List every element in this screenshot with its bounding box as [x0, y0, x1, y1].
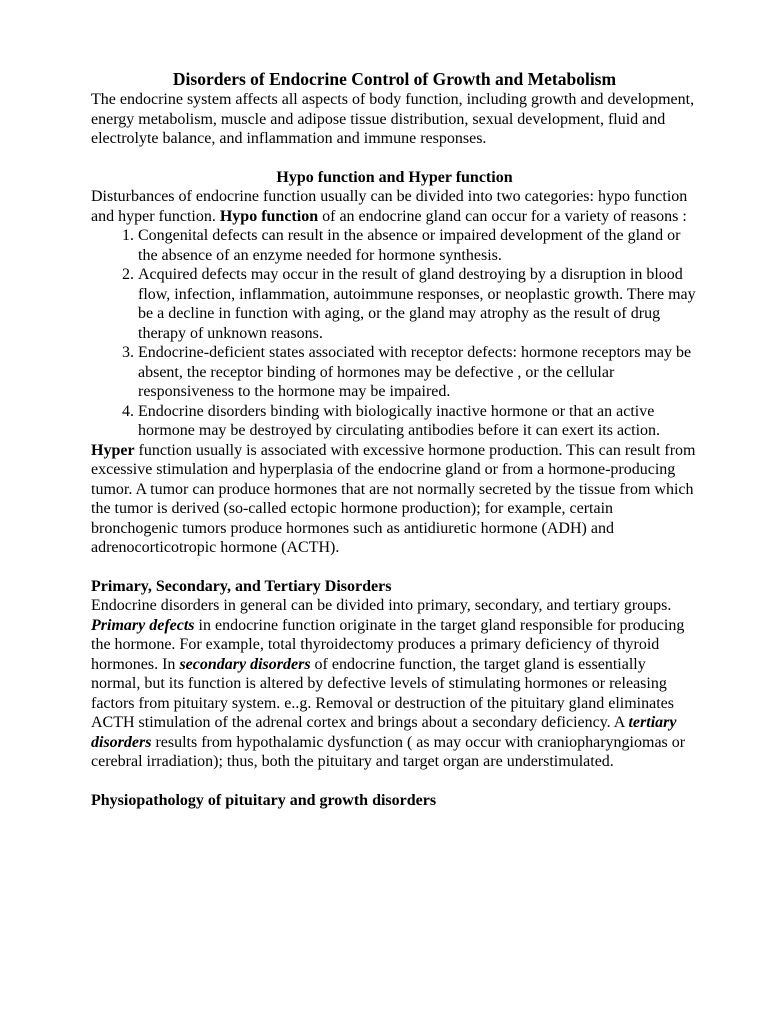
section-heading-disorders: Primary, Secondary, and Tertiary Disorders — [91, 577, 392, 595]
disorders-text: results from hypothalamic dysfunction ( as may occur with craniopharyngiomas or cerebral irradiation); thus, both the pituitary and target organ are understimulated. — [91, 733, 686, 770]
list-item: 3. Endocrine-deficient states associated with receptor defects: hormone receptors may be absent, the receptor binding of hormones may be defective , or the cellular responsiveness to the hormone may be impaired. — [138, 343, 698, 402]
tertiary-disorders-term: tertiary disorders — [91, 714, 677, 751]
secondary-disorders-term: secondary disorders — [179, 655, 311, 673]
hypo-intro-paragraph — [91, 187, 698, 226]
hyper-paragraph — [91, 441, 698, 558]
hypo-reasons-list — [91, 226, 698, 441]
document-title: Disorders of Endocrine Control of Growth and Metabolism — [172, 69, 617, 89]
section-heading-hypo-hyper: Hypo function and Hyper function — [276, 168, 513, 186]
primary-defects-term: Primary defects — [91, 616, 195, 634]
disorders-text: in endocrine function originate in the target gland responsible for producing the hormone. For example, total thyroidectomy produces a primary deficiency of thyroid hormones. In — [91, 616, 685, 673]
list-item: 1. Congenital defects can result in the absence or impaired development of the gland or the absence of an enzyme needed for hormone synthesis. — [138, 226, 698, 265]
intro-paragraph: The endocrine system affects all aspects of body function, including growth and development, energy metabolism, muscle and adipose tissue distribution, sexual development, fluid and electrolyte balance, and inflammation and immune responses. — [91, 91, 695, 147]
disorders-text: of endocrine function, the target gland is essentially normal, but its function is altered by defective levels of stimulating hormones or releasing factors from pituitary system. e..g. Removal or destruction of the pituitary gland eliminates ACTH stimulation of the adrenal cortex and brings about a secondary deficiency. A — [91, 655, 674, 731]
hypo-intro-text-end: of an endocrine gland can occur for a variety of reasons : — [318, 207, 687, 225]
hypo-intro-text: Disturbances of endocrine function usually can be divided into two categories: hypo function and hyper function. — [91, 188, 688, 225]
disorders-paragraph — [91, 596, 698, 772]
disorders-text: Endocrine disorders in general can be divided into primary, secondary, and tertiary groups. — [91, 597, 672, 614]
hyper-term: Hyper — [91, 441, 135, 459]
section-heading-physiopathology: Physiopathology of pituitary and growth disorders — [91, 791, 437, 809]
hyper-text: function usually is associated with excessive hormone production. This can result from excessive stimulation and hyperplasia of the endocrine gland or from a hormone-producing tumor. A tumor can produce hormones that are not normally secreted by the tissue from which the tumor is derived (so-called ectopic hormone production); for example, certain bronchogenic tumors produce hormones such as antidiuretic hormone (ADH) and adrenocorticotropic hormone (ACTH). — [91, 441, 696, 556]
hypo-function-term: Hypo function — [219, 207, 319, 225]
list-item: 4. Endocrine disorders binding with biologically inactive hormone or that an active hormone may be destroyed by circulating antibodies before it can exert its action. — [138, 402, 698, 441]
list-item: 2. Acquired defects may occur in the result of gland destroying by a disruption in blood flow, infection, inflammation, autoimmune responses, or neoplastic growth. There may be a decline in function with aging, or the gland may atrophy as the result of drug therapy of unknown reasons. — [138, 265, 698, 343]
